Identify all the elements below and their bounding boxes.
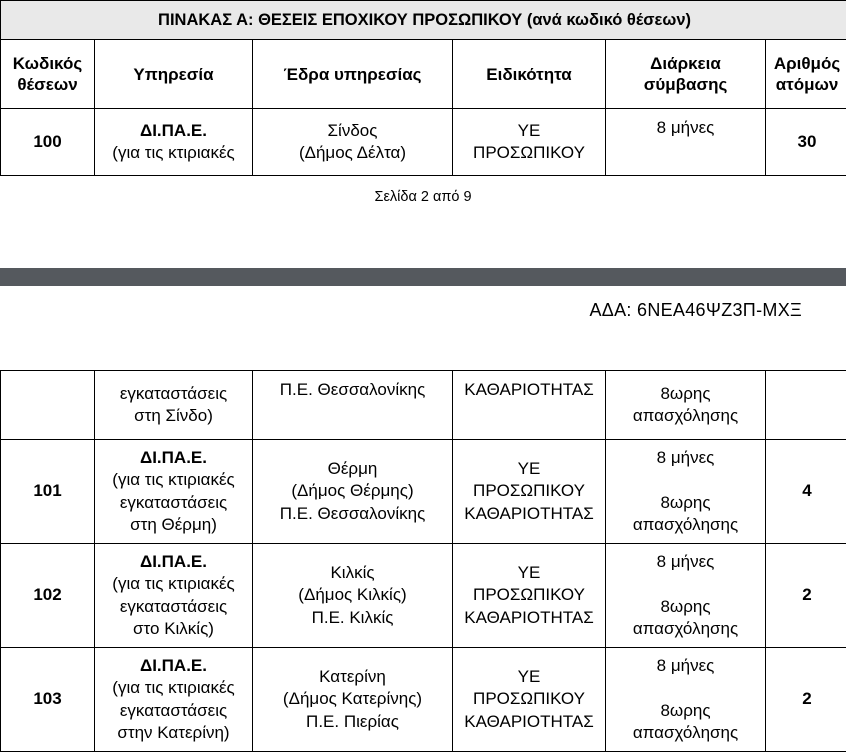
row-duration: 8 μήνες 8ωρης απασχόλησης bbox=[606, 648, 766, 752]
cont-service: εγκαταστάσεις στη Σίνδο) bbox=[95, 371, 253, 440]
positions-table-top bbox=[0, 0, 846, 176]
cont-seat: Π.Ε. Θεσσαλονίκης bbox=[253, 371, 453, 440]
table-row bbox=[1, 440, 846, 544]
table-row bbox=[1, 648, 846, 752]
row-code: 101 bbox=[1, 440, 95, 544]
positions-table-continued bbox=[0, 370, 846, 752]
row-count: 30 bbox=[766, 109, 846, 176]
row-seat: Κιλκίς (Δήμος Κιλκίς) Π.Ε. Κιλκίς bbox=[253, 544, 453, 648]
header-seat: Έδρα υπηρεσίας bbox=[253, 40, 453, 109]
page-separator bbox=[0, 268, 846, 286]
row-seat: Σίνδος (Δήμος Δέλτα) bbox=[253, 109, 453, 176]
row-code: 103 bbox=[1, 648, 95, 752]
row-service: ΔΙ.ΠΑ.Ε. (για τις κτιριακές εγκαταστάσεις στην Κατερίνη) bbox=[95, 648, 253, 752]
row-code: 100 bbox=[1, 109, 95, 176]
header-count: Αριθμός ατόμων bbox=[766, 40, 846, 109]
row-count: 2 bbox=[766, 544, 846, 648]
row-specialty: ΥΕ ΠΡΟΣΩΠΙΚΟΥ ΚΑΘΑΡΙΟΤΗΤΑΣ bbox=[453, 544, 606, 648]
ada-code: ΑΔΑ: 6ΝΕΑ46ΨΖ3Π-ΜΧΞ bbox=[589, 300, 802, 321]
row-duration: 8 μήνες bbox=[606, 109, 766, 176]
header-specialty: Ειδικότητα bbox=[453, 40, 606, 109]
row-service: ΔΙ.ΠΑ.Ε. (για τις κτιριακές bbox=[95, 109, 253, 176]
header-code: Κωδικός θέσεων bbox=[1, 40, 95, 109]
table-row bbox=[1, 109, 846, 176]
row-count: 2 bbox=[766, 648, 846, 752]
row-specialty: ΥΕ ΠΡΟΣΩΠΙΚΟΥ ΚΑΘΑΡΙΟΤΗΤΑΣ bbox=[453, 440, 606, 544]
row-count: 4 bbox=[766, 440, 846, 544]
header-service: Υπηρεσία bbox=[95, 40, 253, 109]
row-service: ΔΙ.ΠΑ.Ε. (για τις κτιριακές εγκαταστάσεις στο Κιλκίς) bbox=[95, 544, 253, 648]
cont-code bbox=[1, 371, 95, 440]
row-service: ΔΙ.ΠΑ.Ε. (για τις κτιριακές εγκαταστάσεις στη Θέρμη) bbox=[95, 440, 253, 544]
table-row bbox=[1, 544, 846, 648]
table-row-continuation bbox=[1, 371, 846, 440]
row-seat: Θέρμη (Δήμος Θέρμης) Π.Ε. Θεσσαλονίκης bbox=[253, 440, 453, 544]
cont-count bbox=[766, 371, 846, 440]
header-duration: Διάρκεια σύμβασης bbox=[606, 40, 766, 109]
row-specialty: ΥΕ ΠΡΟΣΩΠΙΚΟΥ bbox=[453, 109, 606, 176]
cont-duration: 8ωρης απασχόλησης bbox=[606, 371, 766, 440]
page-number: Σελίδα 2 από 9 bbox=[0, 189, 846, 205]
row-seat: Κατερίνη (Δήμος Κατερίνης) Π.Ε. Πιερίας bbox=[253, 648, 453, 752]
cont-specialty: ΚΑΘΑΡΙΟΤΗΤΑΣ bbox=[453, 371, 606, 440]
row-duration: 8 μήνες 8ωρης απασχόλησης bbox=[606, 544, 766, 648]
row-code: 102 bbox=[1, 544, 95, 648]
row-duration: 8 μήνες 8ωρης απασχόλησης bbox=[606, 440, 766, 544]
row-specialty: ΥΕ ΠΡΟΣΩΠΙΚΟΥ ΚΑΘΑΡΙΟΤΗΤΑΣ bbox=[453, 648, 606, 752]
table-title: ΠΙΝΑΚΑΣ Α: ΘΕΣΕΙΣ ΕΠΟΧΙΚΟΥ ΠΡΟΣΩΠΙΚΟΥ (ανά κωδικό θέσεων) bbox=[1, 1, 846, 40]
